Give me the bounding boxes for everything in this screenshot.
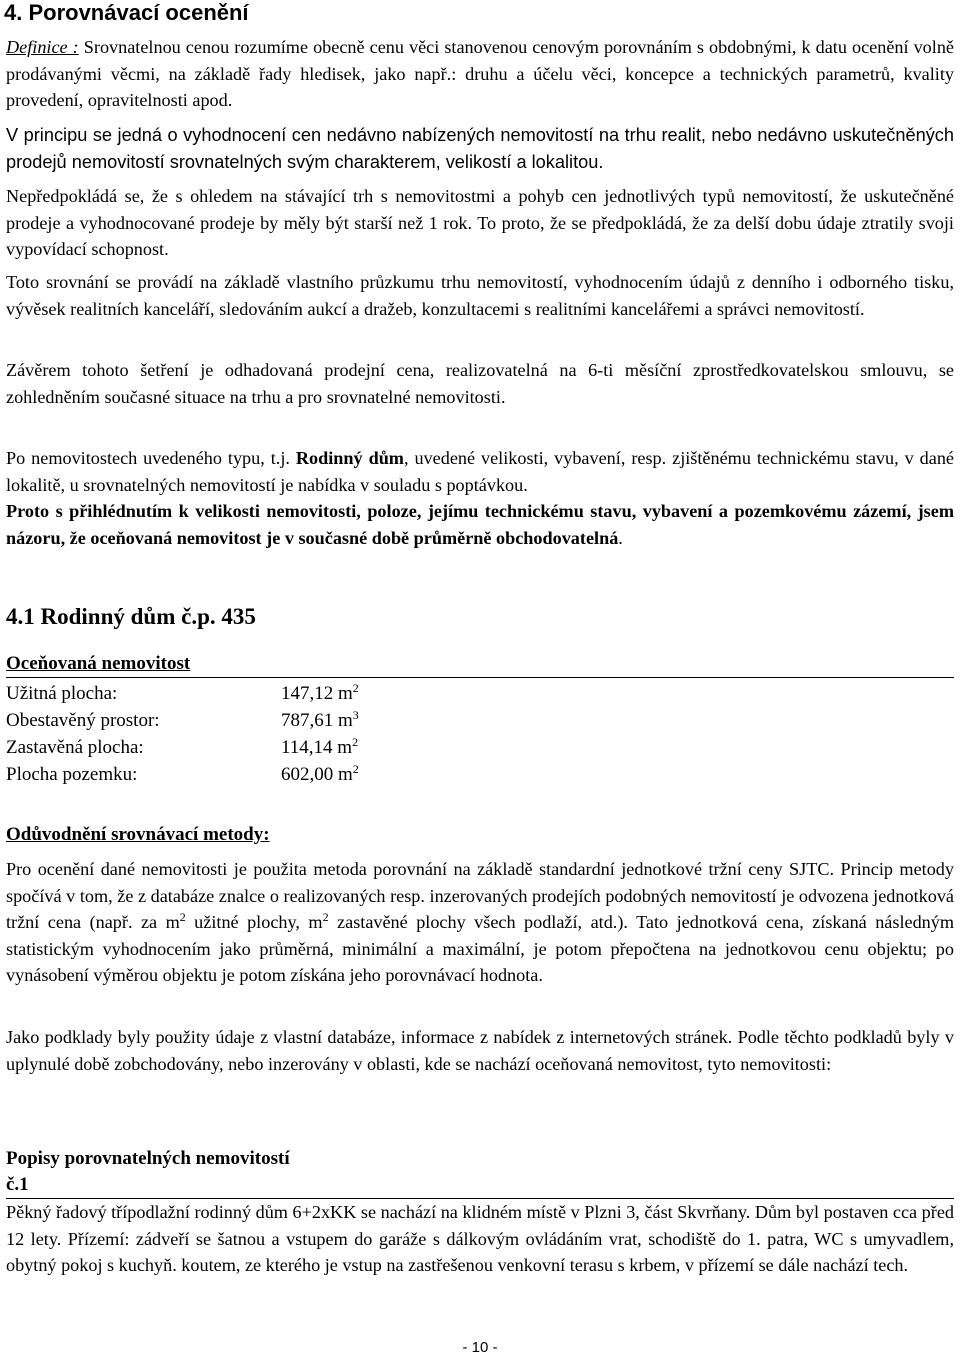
assumption-paragraph: Nepředpokládá se, že s ohledem na stávající trh s nemovitostmi a pohyb cen jednotlivých typů nemovitostí, že uskutečněné prodeje a vyhodnocované prodeje by měly být starší než 1 rok. To proto, že se předpokládá, že za delší dobu údaje ztratily svoji vypovídací schopnost. bbox=[6, 186, 954, 259]
opinion-end: . bbox=[618, 527, 623, 548]
section-title: 4. Porovnávací ocenění bbox=[4, 0, 249, 25]
property-label: Plocha pozemku: bbox=[6, 764, 138, 785]
sources-paragraph: Jako podklady byly použity údaje z vlastní databáze, informace z nabídek z internetových stránek. Podle těchto podkladů byly v uplynulé době zobchodovány, nebo inzerovány v oblasti, kde se nachází oceňovaná nemovitost, tyto nemovitosti: bbox=[6, 1027, 954, 1074]
principle-paragraph: V principu se jedná o vyhodnocení cen nedávno nabízených nemovitostí na trhu realit, nebo nedávno uskutečněných prodejů nemovitostí srovnatelných svým charakterem, velikostí a lokalitou. bbox=[6, 125, 954, 172]
offer-text-after: , uvedené velikosti, vybavení, resp. zjištěnému technickému stavu, v dané lokalitě, u srovnatelných nemovitostí je nabídka v souladu s poptávkou. bbox=[6, 448, 954, 495]
property-value: 114,14 $m^2$ bbox=[281, 735, 359, 758]
method-paragraph: Pro ocenění dané nemovitosti je použita metoda porovnání na základě standardní jednotkové tržní ceny SJTC. Princip metody spočívá v tom, že z databáze znalce o realizovaných resp. inzerovaných prodejích podobných nemovitostí je odvozena jednotková tržní cena (např. za $m^2$ užitné plochy, $m^2$ zastavěné plochy všech podlaží, atd.). Tato jednotková cena, získaná následným statistickým vyhodnocením jako průměrná, minimální a maximální, je potom přepočtena na jednotkovou cenu objektu; po vynásobení výměrou objektu je potom získána jeho porovnávací hodnota. bbox=[6, 859, 955, 985]
property-value: 787,61 $m^3$ bbox=[281, 708, 359, 731]
opinion-text: Proto s přihlédnutím k velikosti nemovitosti, poloze, jejímu technickému stavu, vybavení a pozemkovému zázemí, jsem názoru, že oceňovaná nemovitost je v současné době průměrně obchodovatelná bbox=[6, 501, 954, 548]
property-heading: Oceňovaná nemovitost bbox=[6, 653, 191, 674]
property-value: 147,12 $m^2$ bbox=[281, 681, 359, 704]
comparables-heading: Popisy porovnatelných nemovitostí bbox=[6, 1148, 290, 1169]
property-label: Užitná plocha: bbox=[6, 683, 118, 704]
property-value: 602,00 $m^2$ bbox=[281, 762, 359, 785]
page-number: - 10 - bbox=[462, 1339, 498, 1356]
offer-property-type: Rodinný dům bbox=[295, 448, 404, 468]
opinion-paragraph bbox=[6, 498, 954, 551]
subsection-title: 4.1 Rodinný dům č.p. 435 bbox=[6, 604, 256, 629]
property-label: Zastavěná plocha: bbox=[6, 737, 144, 758]
definition-label: Definice : bbox=[6, 37, 79, 57]
offer-paragraph bbox=[6, 445, 954, 498]
conclusion-paragraph: Závěrem tohoto šetření je odhadovaná prodejní cena, realizovatelná na 6-ti měsíční zprostředkovatelskou smlouvu, se zohledněním současné situace na trhu a pro srovnatelné nemovitosti. bbox=[6, 360, 954, 407]
comparable-description: Pěkný řadový třípodlažní rodinný dům 6+2xKK se nachází na klidném místě v Plzni 3, část Skvrňany. Dům byl postaven cca před 12 lety. Přízemí: zádveří se šatnou a vstupem do garáže s dálkovým ovládáním vrat, schodiště do 1. patra, WC s umyvadlem, obytný pokoj s kuchyň. koutem, ze kterého je vstup na zastřešenou venkovní terasu s krbem, v přízemí se dále nachází tech. bbox=[6, 1202, 954, 1275]
comparison-paragraph: Toto srovnání se provádí na základě vlastního průzkumu trhu nemovitostí, vyhodnocením údajů z denního i odborného tisku, vývěsek realitních kanceláří, sledováním aukcí a dražeb, konzultacemi s realitními kancelářemi a správci nemovitostí. bbox=[6, 272, 954, 319]
definition-text: Srovnatelnou cenou rozumíme obecně cenu věci stanovenou cenovým porovnáním s obdobnými, k datu ocenění volně prodávanými věcmi, na základě řady hledisek, jako např.: druhu a účelu věci, koncepce a technických parametrů, kvality provedení, opravitelnosti apod. bbox=[6, 37, 954, 110]
offer-text-before: Po nemovitostech uvedeného typu, t.j. bbox=[6, 448, 296, 468]
definition-paragraph bbox=[6, 34, 954, 114]
property-heading-rule bbox=[6, 677, 954, 678]
method-heading: Odůvodnění srovnávací metody: bbox=[6, 824, 270, 845]
property-label: Obestavěný prostor: bbox=[6, 710, 160, 731]
comparable-label: č.1 bbox=[6, 1174, 29, 1195]
